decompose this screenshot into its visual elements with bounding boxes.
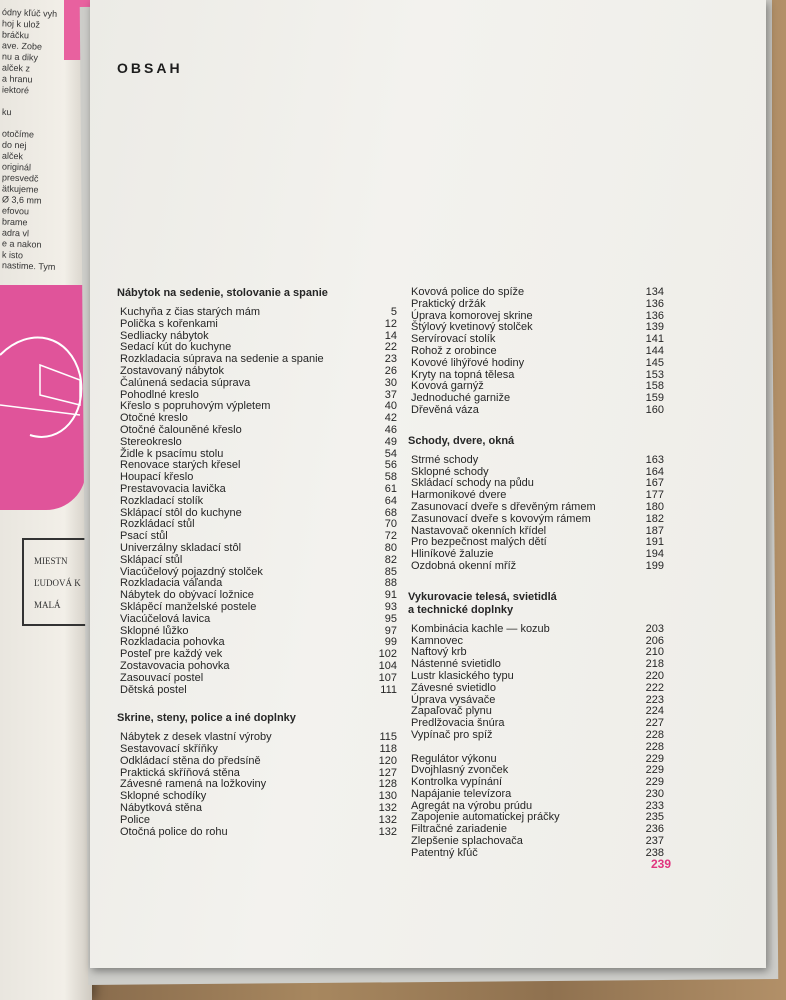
toc-entry-page: 97	[384, 624, 397, 637]
left-page-fragment: e a nakon	[1, 238, 42, 250]
toc-entry-title: Kovová police do spíže	[411, 286, 525, 298]
toc-section-heading: Skrine, steny, police a iné doplnky	[117, 712, 296, 725]
toc-section-heading: Nábytok na sedenie, stolovanie a spanie	[117, 287, 328, 299]
toc-entry-page: 194	[645, 548, 664, 561]
toc-entry-page: 132	[378, 813, 397, 826]
toc-entry-page: 120	[378, 754, 397, 767]
toc-entry	[408, 346, 664, 358]
toc-entry-title: Servírovací stolík	[411, 333, 496, 346]
toc-entry-page: 30	[384, 376, 397, 389]
toc-entry-page: 222	[645, 681, 664, 694]
toc-entry-title: Zasouvací postel	[120, 671, 204, 684]
toc-entry-title: Nábytek do obývací ložnice	[120, 589, 254, 602]
toc-entry-page: 160	[645, 403, 664, 416]
toc-entry-title: Sklápěcí manželské postele	[120, 600, 257, 613]
left-page-fragment: k isto	[1, 249, 24, 261]
toc-entry-title: Štýlový kvetinový stolček	[411, 321, 533, 334]
toc-entry	[408, 502, 664, 514]
toc-entry-page: 136	[645, 309, 664, 322]
toc-entry-title: Renovace starých křesel	[120, 459, 241, 472]
toc-entry-page: 180	[645, 500, 664, 513]
toc-entry	[117, 685, 397, 697]
toc-entry-title: Úprava vysávače	[411, 693, 496, 706]
toc-entry-title: Zapojenie automatickej práčky	[411, 811, 560, 824]
toc-entry-title: Houpací křeslo	[120, 471, 194, 484]
toc-entry	[117, 319, 397, 331]
toc-entry-page: 218	[645, 658, 664, 671]
toc-entry-page: 127	[378, 766, 397, 779]
toc-entry-page: 88	[384, 577, 397, 590]
toc-entry-title: Závesné svietidlo	[411, 681, 496, 694]
toc-entry-title: Agregát na výrobu prúdu	[411, 799, 533, 812]
toc-entry	[117, 815, 397, 827]
toc-entry	[408, 742, 664, 754]
toc-entry-page: 115	[379, 731, 397, 744]
toc-entry-title: Nastavovač okenních křídel	[411, 524, 547, 537]
toc-entry-title: Strmé schody	[411, 453, 479, 466]
toc-right-column	[408, 287, 664, 860]
toc-entry-title: Vypínač pro spíž	[411, 728, 493, 741]
toc-entry-title: Sedliacky nábytok	[120, 329, 209, 342]
toc-entry-title: Nábytková stěna	[120, 802, 202, 815]
toc-entry-title: Posteľ pre každý vek	[120, 648, 223, 661]
toc-entry-page: 134	[645, 286, 664, 298]
toc-entry-title: Naftový krb	[411, 646, 467, 659]
toc-entry-title: Kovová garnýž	[411, 380, 484, 393]
left-page-fragment: bráčku	[1, 29, 30, 41]
toc-entry-title: Prestavovacia lavička	[120, 482, 226, 495]
toc-entry-title: Univerzálny skladací stôl	[120, 541, 242, 554]
toc-entry-title: Úprava komorovej skrine	[411, 309, 533, 322]
toc-entry-title: Viacúčelová lavica	[120, 612, 211, 625]
toc-entry-title: Ozdobná okenní mříž	[411, 559, 517, 572]
toc-entry-page: 42	[384, 412, 397, 425]
toc-entry	[408, 455, 664, 467]
toc-entry-title: Stereokreslo	[120, 435, 182, 448]
toc-entry-title: Rohož z orobince	[411, 344, 497, 357]
left-page-fragment: a hranu	[1, 73, 33, 85]
toc-entry-title: Filtračné zariadenie	[411, 823, 507, 836]
toc-entry-title: Pohodlné kreslo	[120, 388, 199, 401]
toc-entry-title: Zasunovací dveře s dřevěným rámem	[411, 500, 596, 513]
toc-entry-page: 139	[645, 321, 664, 334]
toc-entry-page: 163	[645, 453, 664, 466]
stamp-line: ĽUDOVÁ K	[34, 578, 81, 588]
toc-entry-page: 72	[384, 530, 397, 543]
toc-entry-title: Rozkladacia súprava na sedenie a spanie	[120, 353, 324, 366]
toc-section-heading: Vykurovacie telesá, svietidlá a technické doplnky	[408, 590, 557, 616]
toc-entry-title: Pro bezpečnost malých dětí	[411, 536, 547, 549]
stamp-line: MIESTN	[34, 556, 68, 566]
toc-entry-page: 153	[645, 368, 664, 381]
toc-entry-title: Rozkládací stůl	[120, 518, 195, 531]
toc-entry-page: 14	[384, 329, 397, 342]
toc-entry	[408, 299, 664, 311]
toc-entry-title: Dětská postel	[120, 683, 187, 696]
toc-entry-title: Závesné ramená na ložkoviny	[120, 778, 267, 791]
toc-entry-title: Rozkladacia pohovka	[120, 636, 225, 649]
toc-entry-page: 238	[645, 846, 664, 859]
toc-entry-title: Sklopné schody	[411, 465, 489, 478]
toc-entry-page: 203	[645, 622, 664, 635]
left-page-fragment: ódny kľúč vyh	[1, 7, 58, 19]
toc-entry	[408, 730, 664, 742]
toc-entry-title: Odkládací stěna do předsíně	[120, 754, 261, 767]
toc-entry-title: Zapaľovač plynu	[411, 705, 492, 718]
toc-entry-page: 141	[645, 333, 664, 346]
saw-illustration-icon	[0, 285, 86, 510]
left-page-fragment: hoj k ulož	[1, 18, 41, 30]
toc-entry-title: Sestavovací skříňky	[120, 743, 218, 756]
toc-entry-title: Dvojhlasný zvonček	[411, 764, 509, 777]
left-page-fragment: alček z	[1, 62, 31, 74]
toc-entry-title: Zostavovaný nábytok	[120, 364, 224, 377]
toc-entry-title: Čalúnená sedacia súprava	[120, 376, 251, 389]
toc-entry-title: Predlžovacia šnúra	[411, 717, 505, 730]
toc-entry-page: 229	[645, 764, 664, 777]
toc-entry-page: 132	[378, 825, 397, 838]
toc-entry-title: Regulátor výkonu	[411, 752, 497, 765]
toc-entry-title: Lustr klasického typu	[411, 669, 514, 682]
toc-entry-page: 54	[384, 447, 397, 460]
toc-entry-title: Sedací kút do kuchyne	[120, 341, 232, 354]
toc-entry-page: 235	[645, 811, 664, 824]
toc-entry-page: 12	[384, 317, 397, 330]
toc-entry	[117, 484, 397, 496]
toc-entry-title: Napájanie televízora	[411, 787, 512, 800]
pink-illustration	[0, 285, 86, 510]
toc-entry-page: 220	[645, 669, 664, 682]
toc-entry	[408, 671, 664, 683]
toc-entry	[408, 789, 664, 801]
toc-entry-title: Hliníkové žaluzie	[411, 548, 494, 561]
toc-entry	[408, 405, 664, 417]
toc-entry-page: 85	[384, 565, 397, 578]
stamp-line: MALÁ	[34, 600, 61, 610]
toc-entry-title: Nábytek z desek vlastní výroby	[120, 731, 272, 744]
toc-entry-page: 177	[645, 489, 664, 502]
left-page-fragment: efovou	[1, 205, 30, 217]
toc-entry-page: 136	[645, 297, 664, 310]
toc-entry-page: 224	[645, 705, 664, 718]
left-page-fragment: nastime. Tym	[1, 260, 56, 272]
toc-entry-title: Sklápací stôl do kuchyne	[120, 506, 242, 519]
toc-entry-page: 132	[378, 802, 397, 815]
toc-entry-title: Otočné čalouněné křeslo	[120, 423, 242, 436]
toc-entry-page: 233	[645, 799, 664, 812]
toc-entry-title: Harmonikové dvere	[411, 489, 507, 502]
toc-entry	[117, 378, 397, 390]
toc-entry-title: Kryty na topná tělesa	[411, 368, 515, 381]
toc-entry-title: Kontrolka vypínání	[411, 776, 503, 789]
toc-entry-page: 102	[378, 648, 397, 661]
toc-section-heading: Schody, dvere, okná	[408, 434, 515, 447]
toc-entry-page: 182	[645, 512, 664, 525]
toc-entry-title: Zasunovací dveře s kovovým rámem	[411, 512, 591, 525]
page-number: 239	[651, 857, 672, 871]
toc-entry-title: Praktický držák	[411, 297, 486, 310]
toc-entry	[117, 614, 397, 626]
toc-entry	[117, 827, 397, 839]
toc-entry	[117, 425, 397, 437]
toc-entry-page: 80	[384, 541, 397, 554]
left-page-fragment: otočíme	[1, 128, 35, 140]
toc-entry-page: 93	[384, 600, 397, 613]
toc-entry-page: 145	[645, 356, 664, 369]
library-stamp	[22, 538, 92, 626]
toc-entry	[408, 683, 664, 695]
toc-entry-page: 107	[378, 671, 397, 684]
toc-entry-page: 104	[378, 659, 397, 672]
toc-entry	[408, 358, 664, 370]
toc-entry-page: 191	[645, 536, 664, 549]
left-page-fragment: ätkujeme	[1, 183, 39, 195]
toc-entry	[117, 366, 397, 378]
left-page-fragment: presvedč	[1, 172, 39, 184]
toc-entry	[117, 602, 397, 614]
toc-entry-page: 237	[645, 835, 664, 848]
toc-entry	[117, 661, 397, 673]
toc-entry-title: Rozkladacia váľanda	[120, 577, 223, 590]
toc-entry	[117, 555, 397, 567]
toc-entry-page: 23	[384, 353, 397, 366]
toc-entry	[117, 437, 397, 449]
toc-entry-page: 46	[384, 423, 397, 436]
toc-entry-title: Psací stůl	[120, 530, 168, 543]
left-page-fragment: iektoré	[1, 84, 30, 96]
toc-entry	[117, 543, 397, 555]
toc-entry-page: 56	[384, 459, 397, 472]
toc-entry-page: 40	[384, 400, 397, 413]
toc-entry-page: 118	[379, 743, 397, 756]
toc-entry-title: Sklopné schodíky	[120, 790, 207, 803]
toc-entry-title: Otočné kreslo	[120, 412, 188, 425]
toc-entry-page: 82	[384, 553, 397, 566]
toc-entry	[408, 514, 664, 526]
toc-entry-title: Jednoduché garniže	[411, 392, 511, 405]
toc-entry-page: 144	[645, 344, 664, 357]
toc-entry-title: Skládací schody na půdu	[411, 477, 534, 490]
left-page-fragment: do nej	[1, 139, 27, 151]
toc-entry-page: 199	[645, 559, 664, 572]
toc-entry-page: 111	[380, 683, 397, 696]
toc-entry-page: 227	[645, 717, 664, 730]
toc-entry-page: 68	[384, 506, 397, 519]
toc-entry-title: Sklápací stůl	[120, 553, 183, 566]
toc-entry-page: 64	[384, 494, 397, 507]
toc-entry-page: 130	[378, 790, 397, 803]
toc-entry-title: Otočná police do rohu	[120, 825, 228, 838]
left-page-fragment: originál	[1, 161, 32, 173]
toc-entry-title: Zlepšenie splachovača	[411, 835, 523, 848]
left-page	[0, 0, 92, 1000]
toc-entry-title: Nástenné svietidlo	[411, 658, 501, 671]
toc-entry-page: 187	[645, 524, 664, 537]
toc-left-column	[117, 287, 397, 838]
toc-entry-page: 128	[378, 778, 397, 791]
toc-entry	[408, 624, 664, 636]
toc-entry-page: 167	[645, 477, 664, 490]
left-page-fragment: ku	[1, 106, 12, 118]
toc-entry-title: Dřevěná váza	[411, 403, 479, 416]
toc-entry-page: 229	[645, 776, 664, 789]
toc-entry-page: 37	[384, 388, 397, 401]
toc-entry-title: Kombinácia kachle — kozub	[411, 622, 550, 635]
toc-entry	[117, 673, 397, 685]
toc-entry-title: Patentný kľúč	[411, 846, 478, 859]
toc-entry-title: Kamnovec	[411, 634, 463, 647]
toc-entry-page: 236	[645, 823, 664, 836]
left-page-fragment: Ø 3,6 mm	[1, 194, 42, 206]
toc-entry-page: 164	[645, 465, 664, 478]
toc-entry-page: 158	[645, 380, 664, 393]
toc-entry	[117, 496, 397, 508]
toc-entry-page: 210	[645, 646, 664, 659]
toc-entry	[117, 756, 397, 768]
toc-entry-title: Viacúčelový pojazdný stolček	[120, 565, 263, 578]
left-page-fragment: alček	[1, 150, 24, 162]
toc-entry-title: Židle k psacímu stolu	[120, 447, 224, 460]
toc-entry-page: 159	[645, 392, 664, 405]
toc-entry-page: 22	[384, 341, 397, 354]
toc-entry	[408, 561, 664, 573]
toc-entry-title: Praktická skříňová stěna	[120, 766, 240, 779]
toc-entry-page: 206	[645, 634, 664, 647]
toc-entry-title: Zostavovacia pohovka	[120, 659, 230, 672]
toc-entry-title: Sklopné lůžko	[120, 624, 189, 637]
toc-entry-page: 61	[384, 482, 397, 495]
toc-entry-page: 223	[645, 693, 664, 706]
toc-entry	[117, 803, 397, 815]
toc-entry-page: 95	[384, 612, 397, 625]
toc-entry-title: Křeslo s popruhovým výpletem	[120, 400, 271, 413]
toc-entry-page: 70	[384, 518, 397, 531]
toc-entry-page: 229	[645, 752, 664, 765]
toc-entry-page: 230	[645, 787, 664, 800]
toc-entry	[408, 848, 664, 860]
toc-entry-page: 91	[384, 589, 397, 602]
toc-entry-page: 5	[390, 306, 397, 318]
left-page-fragment: nu a diky	[1, 51, 39, 63]
left-page-fragment: adra vl	[1, 227, 30, 239]
toc-entry-title: Rozkladací stolík	[120, 494, 204, 507]
toc-entry-page: 49	[384, 435, 397, 448]
toc-entry-page: 58	[384, 471, 397, 484]
page-title: OBSAH	[117, 60, 183, 76]
toc-entry-page: 99	[384, 636, 397, 649]
toc-entry-title: Kuchyňa z čias starých mám	[120, 306, 260, 318]
toc-entry-page: 26	[384, 364, 397, 377]
toc-entry-page: 228	[645, 728, 664, 741]
left-page-fragment: brame	[1, 216, 28, 228]
toc-entry-title: Kovové lihýřové hodiny	[411, 356, 525, 369]
toc-entry-title: Police	[120, 813, 150, 826]
left-page-fragment: ave. Zobe	[1, 40, 43, 52]
toc-entry-title: Polička s kořenkami	[120, 317, 218, 330]
toc-entry-page: 228	[645, 740, 664, 753]
